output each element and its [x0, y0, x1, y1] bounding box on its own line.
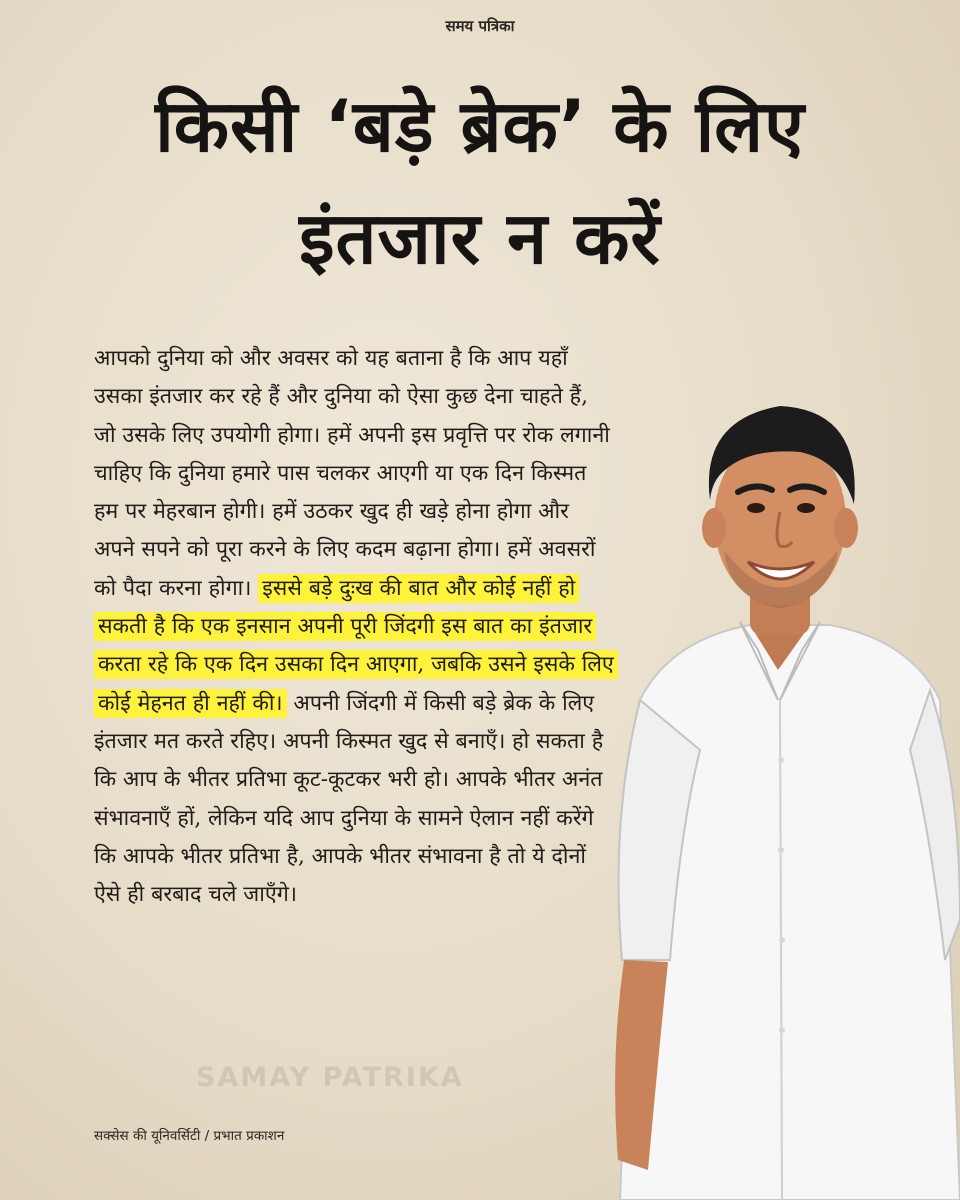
- headline-line-2: इंतजार न करें: [299, 196, 661, 280]
- article-intro: आपको दुनिया को और अवसर को यह बताना है कि आप यहाँ उसका इंतजार कर रहे हैं और दुनिया को ऐसा कुछ देना चाहते हैं, जो उसके लिए उपयोगी होगा। हमें अपनी इस प्रवृत्ति पर रोक लगानी चाहिए कि दुनिया हमारे पास चलकर आएगी या एक दिन किस्मत हम पर मेहरबान होगी। हमें उठकर खुद ही खड़े होना होगा और अपने सपने को पूरा करने के लिए कदम बढ़ाना होगा। हमें अवसरों को पैदा करना होगा।: [94, 346, 610, 601]
- headline-line-1: किसी ‘बड़े ब्रेक’ के लिए: [155, 84, 805, 168]
- source-credit: सक्सेस की यूनिवर्सिटी / प्रभात प्रकाशन: [94, 1128, 285, 1144]
- article-conclusion: अपनी जिंदगी में किसी बड़े ब्रेक के लिए इंतजार मत करते रहिए। अपनी किस्मत खुद से बनाएँ। हो सकता है कि आप के भीतर प्रतिभा कूट-कूटकर भरी हो। आपके भीतर अनंत संभावनाएँ हों, लेकिन यदि आप दुनिया के सामने ऐलान नहीं करेंगे कि आपके भीतर प्रतिभा है, आपके भीतर संभावना है तो ये दोनों ऐसे ही बरबाद चले जाएँगे।: [94, 690, 604, 908]
- headline: [40, 70, 920, 294]
- man-illustration: [600, 400, 960, 1200]
- watermark: SAMAY PATRIKA: [196, 1062, 464, 1093]
- highlighted-text: इससे बड़े दुःख की बात और कोई नहीं हो सकती है कि एक इनसान अपनी पूरी जिंदगी इस बात का इंतजार करता रहे कि एक दिन उसका दिन आएगा, जबकि उसने इसके लिए कोई मेहनत ही नहीं की।: [94, 574, 618, 718]
- article-body: [94, 340, 614, 914]
- publication-name: समय पत्रिका: [445, 17, 515, 35]
